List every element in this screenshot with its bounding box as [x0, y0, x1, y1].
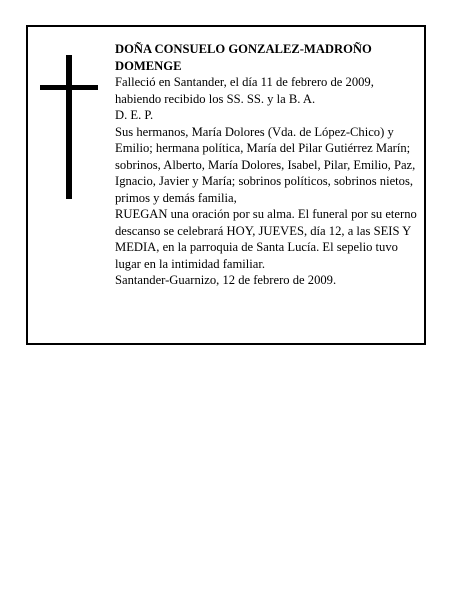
obituary-notice: [26, 25, 426, 345]
death-statement: Falleció en Santander, el día 11 de febrero de 2009, habiendo recibido los SS. SS. y la B. A.: [115, 75, 374, 106]
deceased-name: DOÑA CONSUELO GONZALEZ-MADROÑO DOMENGE: [115, 42, 372, 73]
cross-vertical-bar: [66, 55, 72, 199]
family-list: Sus hermanos, María Dolores (Vda. de López-Chico) y Emilio; hermana política, María del Pilar Gutiérrez Marín; sobrinos, Alberto, María Dolores, Isabel, Pilar, Emilio, Paz, Ignacio, Javier y María; sobrinos políticos, sobrinos nietos, primos y demás familia,: [115, 124, 416, 205]
rest-in-peace: D. E. P.: [115, 108, 154, 122]
cross-icon: [40, 55, 100, 199]
cross-horizontal-bar: [40, 85, 98, 90]
funeral-request: RUEGAN una oración por su alma. El funeral por su eterno descanso se celebrará HOY, JUEVES, día 12, a las SEIS Y MEDIA, en la parroquia de Santa Lucía. El sepelio tuvo lugar en la intimidad familiar.: [115, 207, 417, 271]
place-and-date: Santander-Guarnizo, 12 de febrero de 2009.: [115, 273, 337, 287]
notice-text: [115, 41, 423, 289]
